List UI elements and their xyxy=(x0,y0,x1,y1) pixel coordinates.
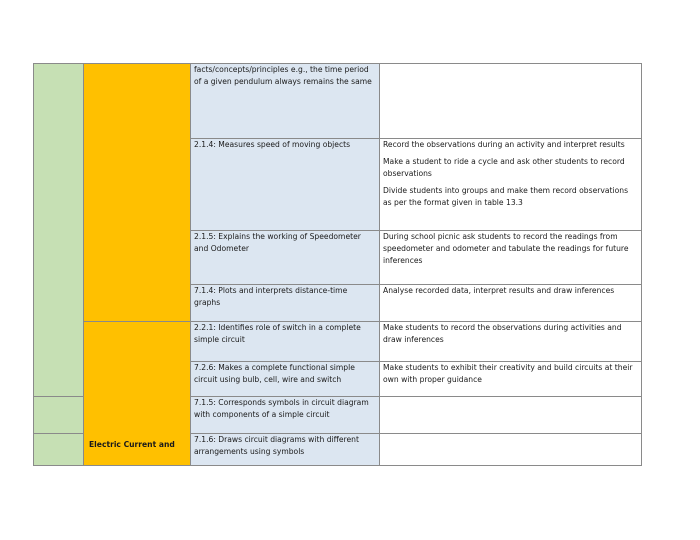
grid-line xyxy=(33,433,83,434)
outcome-cell-2 xyxy=(190,138,379,230)
activity-text: Analyse recorded data, interpret results and draw inferences xyxy=(383,286,615,295)
activity-text: Make students to exhibit their creativity and build circuits at their own with proper guidance xyxy=(383,363,633,384)
activity-text: Make a student to ride a cycle and ask other students to record observations xyxy=(383,157,625,178)
activity-cell-1 xyxy=(379,63,642,138)
grid-line xyxy=(83,63,84,466)
grid-line xyxy=(33,63,34,466)
outcome-text: facts/concepts/principles e.g., the time period of a given pendulum always remains the same xyxy=(194,65,372,86)
outcome-text: 7.2.6: Makes a complete functional simple circuit using bulb, cell, wire and switch xyxy=(194,363,355,384)
outcome-cell-5 xyxy=(190,321,379,361)
outcome-text: 2.2.1: Identifies role of switch in a complete simple circuit xyxy=(194,323,361,344)
col-unit-cell-3 xyxy=(33,433,83,466)
grid-line xyxy=(190,230,642,231)
outcome-cell-3 xyxy=(190,230,379,284)
activity-cell-5 xyxy=(379,321,642,361)
col-topic-cell-1 xyxy=(83,63,190,321)
grid-line xyxy=(379,63,380,466)
outcome-cell-7 xyxy=(190,396,379,433)
grid-line xyxy=(190,396,642,397)
outcome-text: 2.1.4: Measures speed of moving objects xyxy=(194,140,351,149)
grid-line xyxy=(33,396,83,397)
outcome-text: 7.1.5: Corresponds symbols in circuit diagram with components of a simple circuit xyxy=(194,398,369,419)
grid-line xyxy=(641,63,642,466)
grid-line xyxy=(33,465,642,466)
activity-text: Divide students into groups and make them record observations as per the format given in table 13.3 xyxy=(383,186,629,207)
activity-cell-4 xyxy=(379,284,642,321)
grid-line xyxy=(190,138,642,139)
outcome-cell-6 xyxy=(190,361,379,396)
col-topic-cell-2 xyxy=(83,321,190,466)
outcome-cell-1 xyxy=(190,63,379,138)
col-unit-cell-1 xyxy=(33,63,83,396)
outcome-text: 7.1.6: Draws circuit diagrams with different arrangements using symbols xyxy=(194,435,359,456)
grid-line xyxy=(190,361,642,362)
activity-cell-6 xyxy=(379,361,642,396)
grid-line xyxy=(190,433,642,434)
topic-label: Electric Current and xyxy=(89,440,175,449)
outcome-text: 7.1.4: Plots and interprets distance-time graphs xyxy=(194,286,348,307)
activity-cell-8 xyxy=(379,433,642,466)
activity-cell-2 xyxy=(379,138,642,230)
activity-text: Make students to record the observations during activities and draw inferences xyxy=(383,323,622,344)
outcome-cell-8 xyxy=(190,433,379,466)
outcome-text: 2.1.5: Explains the working of Speedometer and Odometer xyxy=(194,232,361,253)
curriculum-table xyxy=(33,63,642,466)
outcome-cell-4 xyxy=(190,284,379,321)
activity-text: Record the observations during an activity and interpret results xyxy=(383,140,625,149)
grid-line xyxy=(190,63,191,466)
grid-line xyxy=(83,321,642,322)
grid-line xyxy=(33,63,642,64)
grid-line xyxy=(190,284,642,285)
col-unit-cell-2 xyxy=(33,396,83,433)
activity-cell-3 xyxy=(379,230,642,284)
activity-cell-7 xyxy=(379,396,642,433)
activity-text: During school picnic ask students to record the readings from speedometer and odometer and tabulate the readings for future inferences xyxy=(383,232,629,265)
